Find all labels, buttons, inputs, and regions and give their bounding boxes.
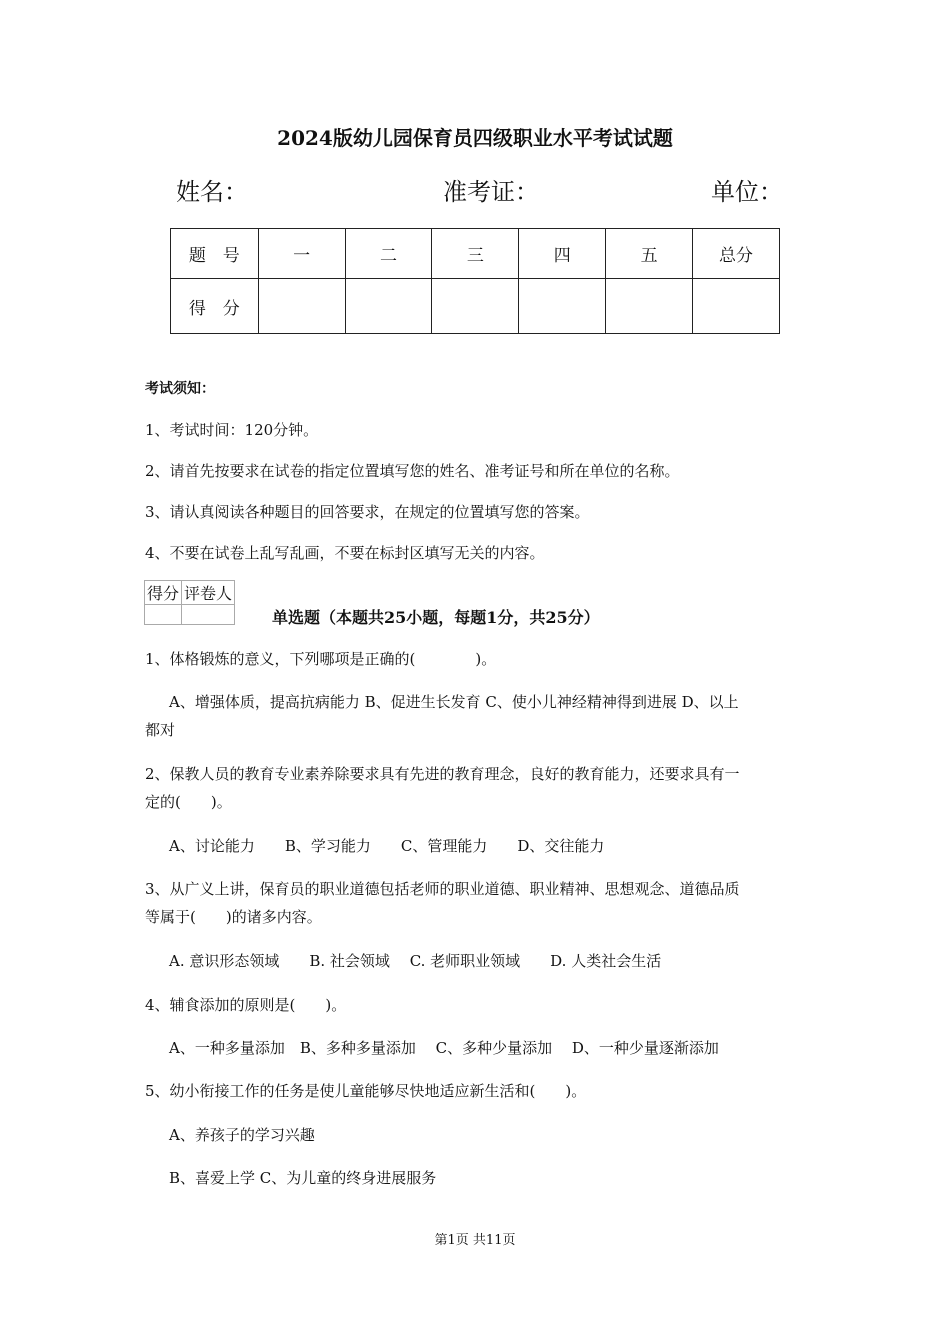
grader-score-label: 得分 (145, 581, 182, 605)
unit-label: 单位： (711, 178, 783, 206)
score-input-cell[interactable] (519, 279, 606, 334)
notice-heading: 考试须知： (145, 381, 215, 397)
notice-item: 1、考试时间：120分钟。 (145, 421, 319, 439)
exam-number-label: 准考证： (443, 178, 539, 206)
question-option: B、喜爱上学 C、为儿童的终身进展服务 (169, 1169, 437, 1187)
section-title: 单选题（本题共25小题，每题1分，共25分） (272, 608, 600, 627)
page-title: 2024版幼儿园保育员四级职业水平考试试题 (277, 126, 673, 150)
score-table-cell: 二 (345, 229, 432, 279)
question-text: 3、从广义上讲，保育员的职业道德包括老师的职业道德、职业精神、思想观念、道德品质 (145, 880, 740, 898)
question-option: A. 意识形态领域 B. 社会领域 C. 老师职业领域 D. 人类社会生活 (169, 952, 662, 970)
score-input-cell[interactable] (432, 279, 519, 334)
score-table-cell: 题 号 (171, 229, 259, 279)
score-table-header-row (171, 229, 780, 279)
score-table-score-row (171, 279, 780, 334)
question-option: A、一种多量添加 B、多种多量添加 C、多种少量添加 D、一种少量逐渐添加 (169, 1039, 719, 1057)
score-input-cell[interactable] (606, 279, 693, 334)
grader-score-cell[interactable] (145, 605, 182, 625)
score-input-cell[interactable] (693, 279, 780, 334)
question-text: 5、幼小衔接工作的任务是使儿童能够尽快地适应新生活和( )。 (145, 1082, 587, 1100)
score-input-cell[interactable] (345, 279, 432, 334)
score-table-cell: 四 (519, 229, 606, 279)
score-table-cell: 三 (432, 229, 519, 279)
question-option: 都对 (145, 721, 176, 739)
question-option: A、养孩子的学习兴趣 (169, 1126, 315, 1144)
score-table-cell: 五 (606, 229, 693, 279)
grader-box (144, 580, 235, 625)
question-text: 等属于( )的诸多内容。 (145, 908, 322, 926)
question-option: A、增强体质，提高抗病能力 B、促进生长发育 C、使小儿神经精神得到进展 D、以上 (169, 693, 739, 711)
page-footer: 第1页 共11页 (434, 1233, 516, 1248)
score-table-cell: 一 (258, 229, 345, 279)
question-text: 2、保教人员的教育专业素养除要求具有先进的教育理念，良好的教育能力，还要求具有一 (145, 765, 740, 783)
notice-item: 4、不要在试卷上乱写乱画，不要在标封区填写无关的内容。 (145, 544, 545, 562)
score-table (170, 228, 780, 334)
question-text: 4、辅食添加的原则是( )。 (145, 996, 347, 1014)
question-text: 定的( )。 (145, 793, 232, 811)
name-label: 姓名： (176, 178, 248, 206)
question-option: A、讨论能力 B、学习能力 C、管理能力 D、交往能力 (169, 837, 605, 855)
notice-item: 3、请认真阅读各种题目的回答要求，在规定的位置填写您的答案。 (145, 503, 590, 521)
score-table-cell: 总分 (693, 229, 780, 279)
score-input-cell[interactable] (258, 279, 345, 334)
grader-reviewer-cell[interactable] (182, 605, 235, 625)
grader-reviewer-label: 评卷人 (182, 581, 235, 605)
notice-item: 2、请首先按要求在试卷的指定位置填写您的姓名、准考证号和所在单位的名称。 (145, 462, 680, 480)
score-table-cell: 得 分 (171, 279, 259, 334)
question-text: 1、体格锻炼的意义，下列哪项是正确的( )。 (145, 650, 497, 668)
